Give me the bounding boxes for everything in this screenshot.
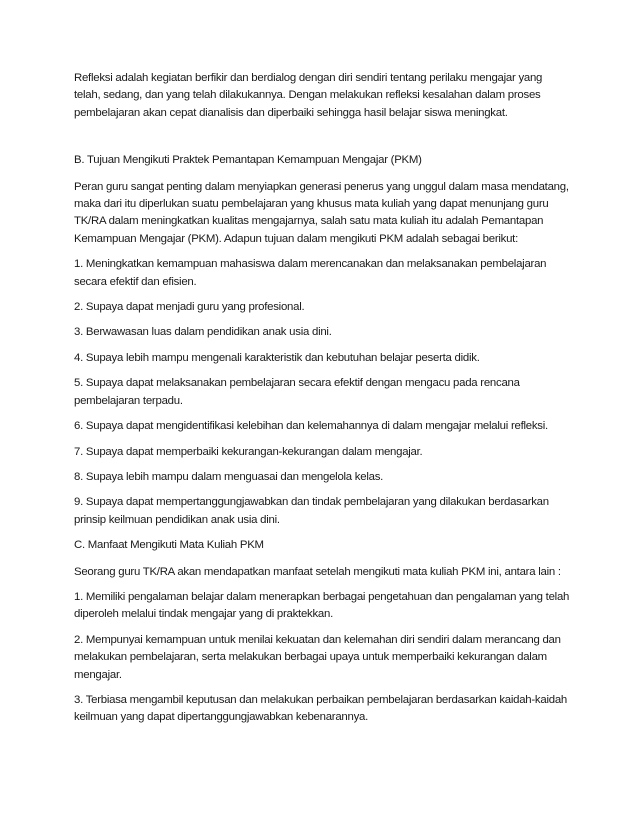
list-item: 5. Supaya dapat melaksanakan pembelajaran secara efektif dengan mengacu pada rencana pembelajaran terpadu.	[74, 377, 520, 407]
list-item: 1. Meningkatkan kemampuan mahasiswa dalam merencanakan dan melaksanakan pembelajaran secara efektif dan efisien.	[74, 258, 547, 288]
section-c-heading: C. Manfaat Mengikuti Mata Kuliah PKM	[74, 539, 264, 552]
list-item: 4. Supaya lebih mampu mengenali karakteristik dan kebutuhan belajar peserta didik.	[74, 351, 480, 364]
list-item: 3. Berwawasan luas dalam pendidikan anak usia dini.	[74, 326, 332, 339]
section-b-paragraph: Peran guru sangat penting dalam menyiapkan generasi penerus yang unggul dalam masa mendatang, maka dari itu diperlukan suatu pembelajaran yang khusus mata kuliah yang dapat menunjang guru TK/RA dalam meningkatkan kualitas mengajarnya, salah satu mata kuliah itu adalah Pemantapan Kemampuan Mengajar (PKM). Adapun tujuan dalam mengikuti PKM adalah sebagai berikut:	[74, 180, 569, 245]
list-item: 2. Mempunyai kemampuan untuk menilai kekuatan dan kelemahan diri sendiri dalam merancang dan melakukan pembelajaran, serta melakukan berbagai upaya untuk memperbaiki kekurangan dalam mengajar.	[74, 633, 561, 681]
list-item: 3. Terbiasa mengambil keputusan dan melakukan perbaikan pembelajaran berdasarkan kaidah-kaidah keilmuan yang dapat dipertanggungjawabkan kebenarannya.	[74, 693, 567, 724]
intro-paragraph: Refleksi adalah kegiatan berfikir dan berdialog dengan diri sendiri tentang perilaku mengajar yang telah, sedang, dan yang telah dilakukannya. Dengan melakukan refleksi kesalahan dalam proses pembelajaran akan cepat dianalisis dan diperbaiki sehingga hasil belajar siswa meningkat.	[74, 72, 543, 119]
list-item: 2. Supaya dapat menjadi guru yang profesional.	[74, 301, 305, 314]
document-body	[74, 70, 570, 735]
list-item: 9. Supaya dapat mempertanggungjawabkan dan tindak pembelajaran yang dilakukan berdasarkan prinsip keilmuan pendidikan anak usia dini.	[74, 496, 549, 526]
list-item: 8. Supaya lebih mampu dalam menguasai dan mengelola kelas.	[74, 470, 384, 483]
list-item: 6. Supaya dapat mengidentifikasi kelebihan dan kelemahannya di dalam mengajar melalui refleksi.	[74, 420, 548, 433]
list-item: 1. Memiliki pengalaman belajar dalam menerapkan berbagai pengetahuan dan pengalaman yang telah diperoleh melalui tindak mengajar yang di praktekkan.	[74, 590, 570, 621]
section-b-heading: B. Tujuan Mengikuti Praktek Pemantapan Kemampuan Mengajar (PKM)	[74, 154, 422, 167]
section-c-paragraph: Seorang guru TK/RA akan mendapatkan manfaat setelah mengikuti mata kuliah PKM ini, antara lain :	[74, 565, 561, 578]
list-item: 7. Supaya dapat memperbaiki kekurangan-kekurangan dalam mengajar.	[74, 445, 423, 458]
